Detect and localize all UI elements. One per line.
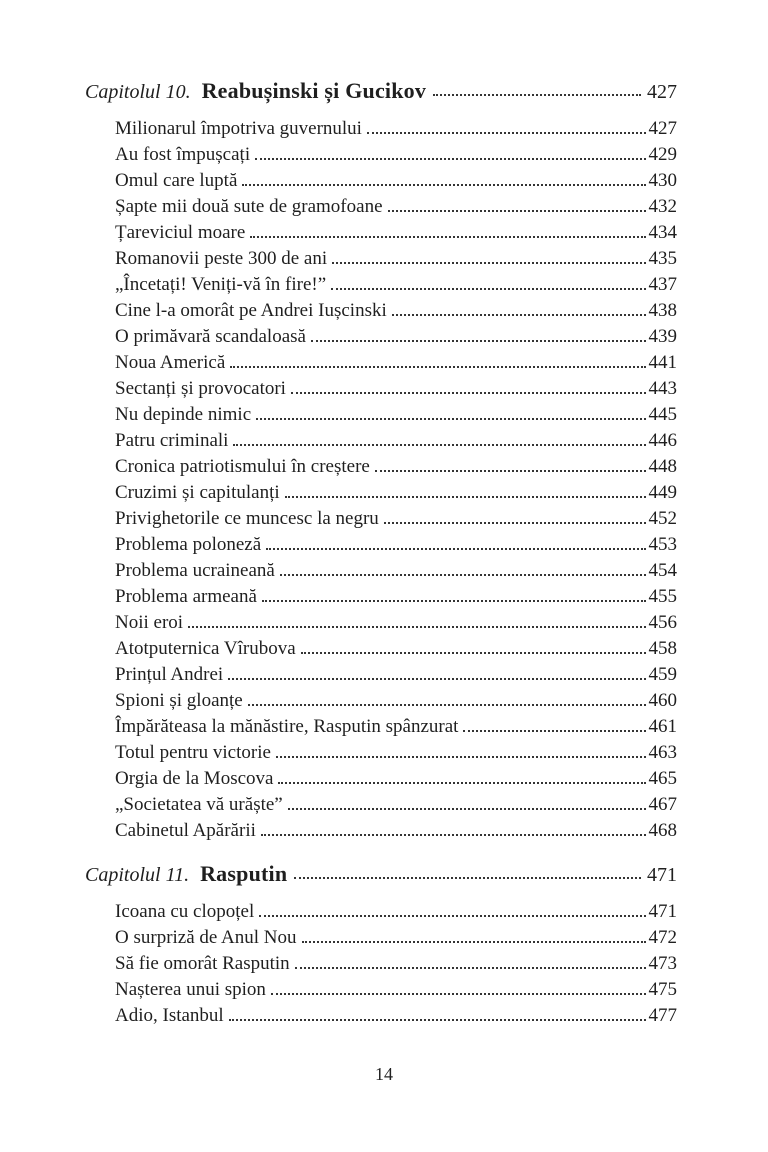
entry-title: Adio, Istanbul — [115, 1005, 224, 1026]
dot-leader — [288, 788, 646, 810]
dot-leader — [311, 320, 646, 342]
entry-page-number: 459 — [648, 664, 677, 685]
dot-leader — [262, 580, 646, 602]
dot-leader — [266, 528, 645, 550]
entry-page-number: 434 — [648, 222, 677, 243]
entry-title: Cine l-a omorât pe Andrei Iușcinski — [115, 300, 387, 321]
dot-leader — [188, 606, 645, 628]
dot-leader — [433, 71, 641, 96]
entry-page-number: 456 — [648, 612, 677, 633]
entry-page-number: 452 — [648, 508, 677, 529]
dot-leader — [392, 294, 646, 316]
table-of-contents — [85, 76, 677, 1029]
entry-page-number: 454 — [648, 560, 677, 581]
entry-title: Problema ucraineană — [115, 560, 275, 581]
entry-title: Problema poloneză — [115, 534, 262, 555]
entry-page-number: 471 — [648, 901, 677, 922]
entry-title: Noii eroi — [115, 612, 184, 633]
dot-leader — [295, 947, 646, 969]
dot-leader — [278, 762, 645, 784]
entry-title: Noua Americă — [115, 352, 226, 373]
entry-page-number: 429 — [648, 144, 677, 165]
chapter-heading — [85, 76, 677, 107]
dot-leader — [331, 268, 645, 290]
dot-leader — [230, 346, 645, 368]
entry-title: O surpriză de Anul Nou — [115, 927, 297, 948]
entry-title: Împărăteasa la mănăstire, Rasputin spânzurat — [115, 716, 459, 737]
entry-title: Patru criminali — [115, 430, 229, 451]
entry-page-number: 467 — [648, 794, 677, 815]
entry-title: „Încetați! Veniți-vă în fire!” — [115, 274, 327, 295]
dot-leader — [261, 814, 646, 836]
dot-leader — [256, 398, 645, 420]
dot-leader — [229, 999, 646, 1021]
dot-leader — [271, 973, 646, 995]
entry-title: Romanovii peste 300 de ani — [115, 248, 328, 269]
entry-page-number: 445 — [648, 404, 677, 425]
entry-page-number: 448 — [648, 456, 677, 477]
entry-page-number: 443 — [648, 378, 677, 399]
entry-page-number: 460 — [648, 690, 677, 711]
dot-leader — [302, 921, 646, 943]
entry-page-number: 430 — [648, 170, 677, 191]
dot-leader — [332, 242, 645, 264]
entry-title: Omul care luptă — [115, 170, 238, 191]
entry-title: Nu depinde nimic — [115, 404, 252, 425]
entry-title: Să fie omorât Rasputin — [115, 953, 290, 974]
dot-leader — [367, 112, 646, 134]
entry-page-number: 465 — [648, 768, 677, 789]
entry-title: Sectanți și provocatori — [115, 378, 286, 399]
entry-list — [115, 116, 677, 844]
chapter-label: Capitolul 11. — [85, 864, 190, 886]
entry-page-number: 432 — [648, 196, 677, 217]
entry-title: Icoana cu clopoțel — [115, 901, 255, 922]
entry-list — [115, 899, 677, 1029]
toc-entry — [115, 818, 677, 844]
dot-leader — [463, 710, 645, 732]
entry-title: Au fost împușcați — [115, 144, 251, 165]
entry-page-number: 438 — [648, 300, 677, 321]
chapter-page-number: 427 — [647, 81, 677, 103]
dot-leader — [276, 736, 646, 758]
entry-page-number: 475 — [648, 979, 677, 1000]
entry-page-number: 439 — [648, 326, 677, 347]
dot-leader — [255, 138, 645, 160]
entry-title: Atotputernica Vîrubova — [115, 638, 296, 659]
dot-leader — [250, 216, 645, 238]
entry-title: Milionarul împotriva guvernului — [115, 118, 362, 139]
dot-leader — [384, 502, 646, 524]
entry-page-number: 472 — [648, 927, 677, 948]
entry-title: Nașterea unui spion — [115, 979, 266, 1000]
chapter-title: Reabușinski și Gucikov — [201, 78, 427, 103]
entry-page-number: 437 — [648, 274, 677, 295]
entry-page-number: 455 — [648, 586, 677, 607]
entry-page-number: 458 — [648, 638, 677, 659]
chapter-list — [85, 76, 677, 1029]
entry-title: Cronica patriotismului în creștere — [115, 456, 370, 477]
entry-title: O primăvară scandaloasă — [115, 326, 306, 347]
entry-page-number: 473 — [648, 953, 677, 974]
dot-leader — [285, 476, 646, 498]
entry-page-number: 441 — [648, 352, 677, 373]
entry-page-number: 468 — [648, 820, 677, 841]
entry-title: Cruzimi și capitulanți — [115, 482, 280, 503]
entry-page-number: 427 — [648, 118, 677, 139]
chapter-title: Rasputin — [200, 861, 288, 886]
chapter-section — [85, 859, 677, 1029]
entry-page-number: 446 — [648, 430, 677, 451]
entry-title: Orgia de la Moscova — [115, 768, 274, 789]
dot-leader — [248, 684, 646, 706]
dot-leader — [228, 658, 645, 680]
chapter-section — [85, 76, 677, 844]
entry-title: Prințul Andrei — [115, 664, 224, 685]
chapter-page-number: 471 — [647, 864, 677, 886]
dot-leader — [291, 372, 646, 394]
page-number: 14 — [375, 1064, 393, 1084]
dot-leader — [233, 424, 645, 446]
dot-leader — [375, 450, 646, 472]
entry-title: Problema armeană — [115, 586, 257, 607]
entry-title: Spioni și gloanțe — [115, 690, 243, 711]
toc-entry — [115, 1003, 677, 1029]
entry-page-number: 463 — [648, 742, 677, 763]
chapter-label: Capitolul 10. — [85, 81, 191, 103]
entry-page-number: 449 — [648, 482, 677, 503]
dot-leader — [388, 190, 646, 212]
entry-title: „Societatea vă urăște” — [115, 794, 283, 815]
entry-page-number: 435 — [648, 248, 677, 269]
entry-title: Cabinetul Apărării — [115, 820, 256, 841]
chapter-heading — [85, 859, 677, 890]
dot-leader — [259, 895, 645, 917]
dot-leader — [280, 554, 646, 576]
dot-leader — [294, 854, 641, 879]
dot-leader — [301, 632, 646, 654]
entry-page-number: 453 — [648, 534, 677, 555]
entry-page-number: 461 — [648, 716, 677, 737]
entry-page-number: 477 — [648, 1005, 677, 1026]
dot-leader — [242, 164, 645, 186]
entry-title: Privighetorile ce muncesc la negru — [115, 508, 379, 529]
entry-title: Țareviciul moare — [115, 222, 246, 243]
entry-title: Totul pentru victorie — [115, 742, 271, 763]
entry-title: Șapte mii două sute de gramofoane — [115, 196, 383, 217]
